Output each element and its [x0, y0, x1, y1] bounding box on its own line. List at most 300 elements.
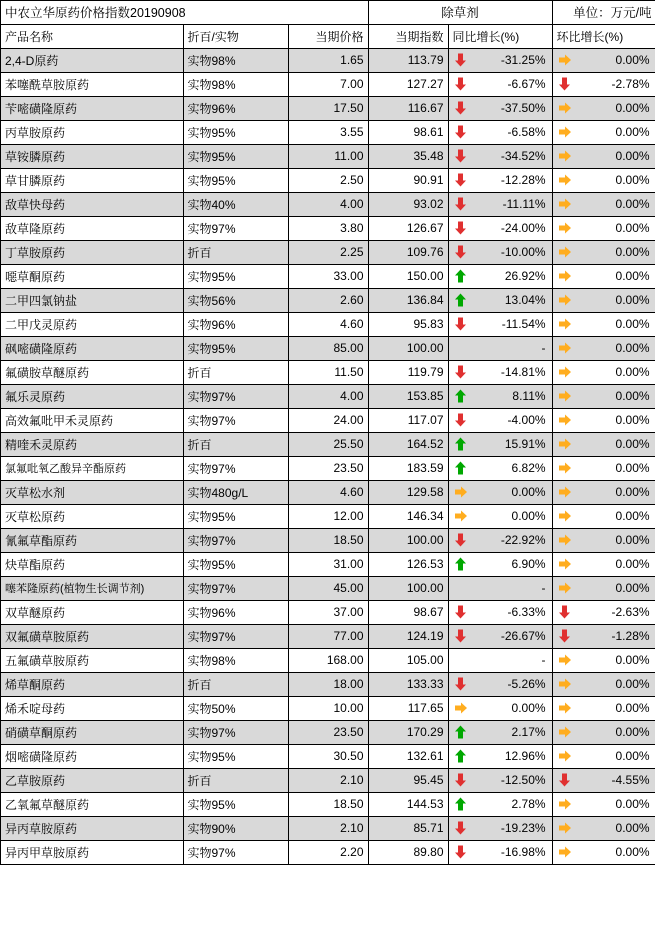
arrow-up-icon	[454, 269, 467, 284]
cell-product-name: 敌草快母药	[1, 192, 183, 216]
cell-mom-value: 0.00%	[615, 173, 650, 187]
arrow-right-icon	[558, 365, 571, 380]
cell-index: 98.67	[368, 600, 448, 624]
cell-mom-value: 0.00%	[615, 53, 650, 67]
arrow-up-icon	[454, 749, 467, 764]
arrow-right-icon	[558, 389, 571, 404]
cell-mom-value: 0.00%	[615, 725, 650, 739]
cell-mom	[552, 168, 655, 192]
arrow-right-icon	[558, 173, 571, 188]
cell-mom-value: 0.00%	[615, 413, 650, 427]
cell-spec: 实物97%	[183, 528, 288, 552]
cell-yoy-value: 13.04%	[504, 293, 546, 307]
cell-product-name: 苯噻酰草胺原药	[1, 72, 183, 96]
arrow-down-icon	[454, 125, 467, 140]
arrow-down-icon	[454, 365, 467, 380]
cell-mom	[552, 240, 655, 264]
header-price: 当期价格	[288, 24, 368, 48]
cell-mom	[552, 408, 655, 432]
cell-mom	[552, 360, 655, 384]
arrow-right-icon	[558, 749, 571, 764]
arrow-right-icon	[558, 701, 571, 716]
cell-price: 24.00	[288, 408, 368, 432]
arrow-right-icon	[558, 437, 571, 452]
arrow-right-icon	[558, 341, 571, 356]
cell-yoy-value: -6.58%	[507, 125, 546, 139]
cell-yoy-value: -37.50%	[500, 101, 546, 115]
cell-spec: 实物97%	[183, 216, 288, 240]
cell-mom	[552, 72, 655, 96]
arrow-right-icon	[558, 533, 571, 548]
header-index: 当期指数	[368, 24, 448, 48]
cell-price: 85.00	[288, 336, 368, 360]
cell-mom-value: 0.00%	[615, 365, 650, 379]
table-row	[1, 336, 655, 360]
cell-product-name: 氯氟吡氧乙酸异辛酯原药	[1, 456, 183, 480]
cell-mom-value: 0.00%	[615, 221, 650, 235]
cell-spec: 实物95%	[183, 336, 288, 360]
cell-mom-value: 0.00%	[615, 797, 650, 811]
table-row	[1, 72, 655, 96]
cell-yoy-value: -10.00%	[500, 245, 546, 259]
cell-spec: 折百	[183, 432, 288, 456]
table-row	[1, 696, 655, 720]
cell-mom-value: -2.63%	[611, 605, 650, 619]
arrow-down-icon	[454, 677, 467, 692]
cell-price: 2.10	[288, 768, 368, 792]
cell-yoy-value: 6.90%	[511, 557, 546, 571]
cell-price: 17.50	[288, 96, 368, 120]
cell-index: 100.00	[368, 576, 448, 600]
table-row	[1, 504, 655, 528]
cell-mom	[552, 48, 655, 72]
cell-product-name: 烟嘧磺隆原药	[1, 744, 183, 768]
cell-product-name: 灭草松水剂	[1, 480, 183, 504]
table-row	[1, 576, 655, 600]
cell-mom-value: 0.00%	[615, 125, 650, 139]
cell-product-name: 氰氟草酯原药	[1, 528, 183, 552]
cell-spec: 实物97%	[183, 720, 288, 744]
table-row	[1, 816, 655, 840]
table-row	[1, 384, 655, 408]
cell-spec: 实物97%	[183, 840, 288, 864]
cell-mom-value: 0.00%	[615, 461, 650, 475]
cell-spec: 实物95%	[183, 264, 288, 288]
cell-spec: 实物480g/L	[183, 480, 288, 504]
cell-yoy	[448, 336, 552, 360]
cell-index: 133.33	[368, 672, 448, 696]
cell-index: 150.00	[368, 264, 448, 288]
table-row	[1, 720, 655, 744]
cell-yoy-value: 2.78%	[511, 797, 546, 811]
arrow-right-icon	[558, 101, 571, 116]
cell-yoy	[448, 840, 552, 864]
cell-index: 90.91	[368, 168, 448, 192]
cell-price: 3.55	[288, 120, 368, 144]
cell-price: 4.00	[288, 192, 368, 216]
cell-mom	[552, 816, 655, 840]
cell-mom-value: 0.00%	[615, 341, 650, 355]
cell-spec: 折百	[183, 768, 288, 792]
cell-yoy-value: -11.11%	[502, 197, 546, 211]
arrow-down-icon	[454, 605, 467, 620]
cell-spec: 实物96%	[183, 600, 288, 624]
cell-mom-value: 0.00%	[615, 677, 650, 691]
table-row	[1, 312, 655, 336]
table-row	[1, 192, 655, 216]
cell-index: 113.79	[368, 48, 448, 72]
cell-yoy	[448, 432, 552, 456]
arrow-right-icon	[558, 653, 571, 668]
cell-index: 126.53	[368, 552, 448, 576]
cell-yoy	[448, 360, 552, 384]
cell-mom	[552, 720, 655, 744]
arrow-up-icon	[454, 461, 467, 476]
cell-product-name: 丙草胺原药	[1, 120, 183, 144]
cell-spec: 实物95%	[183, 744, 288, 768]
cell-product-name: 乙草胺原药	[1, 768, 183, 792]
arrow-down-icon	[454, 413, 467, 428]
cell-price: 30.50	[288, 744, 368, 768]
cell-yoy	[448, 96, 552, 120]
cell-mom	[552, 840, 655, 864]
table-row	[1, 624, 655, 648]
cell-price: 25.50	[288, 432, 368, 456]
table-row	[1, 168, 655, 192]
cell-index: 100.00	[368, 336, 448, 360]
cell-product-name: 草甘膦原药	[1, 168, 183, 192]
cell-yoy	[448, 816, 552, 840]
cell-mom-value: 0.00%	[615, 245, 650, 259]
cell-price: 2.50	[288, 168, 368, 192]
cell-mom-value: 0.00%	[615, 389, 650, 403]
cell-price: 18.00	[288, 672, 368, 696]
table-row	[1, 264, 655, 288]
cell-yoy-value: -4.00%	[507, 413, 546, 427]
cell-price: 12.00	[288, 504, 368, 528]
cell-product-name: 丁草胺原药	[1, 240, 183, 264]
cell-index: 183.59	[368, 456, 448, 480]
header-yoy: 同比增长(%)	[448, 24, 552, 48]
cell-mom-value: -4.55%	[611, 773, 650, 787]
cell-product-name: 灭草松原药	[1, 504, 183, 528]
cell-yoy	[448, 408, 552, 432]
arrow-down-icon	[558, 629, 571, 644]
table-row	[1, 840, 655, 864]
cell-product-name: 精喹禾灵原药	[1, 432, 183, 456]
cell-spec: 实物97%	[183, 624, 288, 648]
cell-mom	[552, 456, 655, 480]
cell-mom-value: 0.00%	[615, 509, 650, 523]
cell-spec: 实物90%	[183, 816, 288, 840]
cell-yoy	[448, 504, 552, 528]
cell-product-name: 2,4-D原药	[1, 48, 183, 72]
cell-product-name: 双草醚原药	[1, 600, 183, 624]
cell-index: 105.00	[368, 648, 448, 672]
cell-yoy	[448, 792, 552, 816]
cell-mom	[552, 144, 655, 168]
cell-product-name: 异丙甲草胺原药	[1, 840, 183, 864]
cell-yoy	[448, 72, 552, 96]
cell-yoy-value: -5.26%	[507, 677, 546, 691]
cell-price: 23.50	[288, 456, 368, 480]
cell-mom-value: -2.78%	[611, 77, 650, 91]
cell-spec: 实物50%	[183, 696, 288, 720]
cell-yoy	[448, 744, 552, 768]
cell-yoy	[448, 192, 552, 216]
arrow-right-icon	[558, 677, 571, 692]
arrow-right-icon	[558, 725, 571, 740]
cell-mom-value: 0.00%	[615, 749, 650, 763]
cell-yoy-value: -6.67%	[507, 77, 546, 91]
cell-price: 33.00	[288, 264, 368, 288]
table-row	[1, 120, 655, 144]
table-header-row	[1, 24, 655, 48]
cell-spec: 实物97%	[183, 384, 288, 408]
cell-product-name: 二甲戊灵原药	[1, 312, 183, 336]
arrow-down-icon	[454, 173, 467, 188]
arrow-down-icon	[454, 53, 467, 68]
arrow-right-icon	[558, 125, 571, 140]
cell-mom-value: 0.00%	[615, 293, 650, 307]
cell-index: 117.65	[368, 696, 448, 720]
cell-index: 170.29	[368, 720, 448, 744]
cell-spec: 实物98%	[183, 648, 288, 672]
cell-product-name: 乙氧氟草醚原药	[1, 792, 183, 816]
cell-index: 136.84	[368, 288, 448, 312]
cell-product-name: 二甲四氯钠盐	[1, 288, 183, 312]
cell-price: 10.00	[288, 696, 368, 720]
cell-yoy	[448, 648, 552, 672]
arrow-down-icon	[558, 77, 571, 92]
cell-spec: 实物95%	[183, 552, 288, 576]
cell-mom	[552, 648, 655, 672]
cell-product-name: 草铵膦原药	[1, 144, 183, 168]
cell-index: 132.61	[368, 744, 448, 768]
cell-yoy-value: -14.81%	[500, 365, 546, 379]
cell-mom	[552, 600, 655, 624]
cell-yoy	[448, 696, 552, 720]
arrow-right-icon	[558, 485, 571, 500]
cell-yoy-value: 0.00%	[511, 701, 546, 715]
cell-mom	[552, 480, 655, 504]
arrow-down-icon	[454, 149, 467, 164]
cell-spec: 折百	[183, 240, 288, 264]
cell-spec: 实物95%	[183, 144, 288, 168]
cell-yoy-value: 26.92%	[504, 269, 546, 283]
cell-yoy	[448, 528, 552, 552]
cell-price: 2.10	[288, 816, 368, 840]
cell-mom	[552, 192, 655, 216]
cell-yoy	[448, 552, 552, 576]
arrow-down-icon	[558, 773, 571, 788]
cell-yoy	[448, 600, 552, 624]
cell-price: 2.60	[288, 288, 368, 312]
cell-spec: 实物95%	[183, 792, 288, 816]
cell-price: 4.60	[288, 312, 368, 336]
cell-yoy	[448, 216, 552, 240]
table-row	[1, 480, 655, 504]
header-mom: 环比增长(%)	[552, 24, 655, 48]
table-row	[1, 96, 655, 120]
cell-price: 77.00	[288, 624, 368, 648]
cell-yoy	[448, 768, 552, 792]
cell-yoy	[448, 120, 552, 144]
cell-yoy-value: -6.33%	[507, 605, 546, 619]
cell-spec: 折百	[183, 672, 288, 696]
cell-yoy	[448, 144, 552, 168]
cell-product-name: 氟磺胺草醚原药	[1, 360, 183, 384]
table-row	[1, 600, 655, 624]
arrow-down-icon	[454, 245, 467, 260]
arrow-down-icon	[454, 845, 467, 860]
cell-yoy	[448, 384, 552, 408]
cell-yoy-value: -	[541, 581, 546, 595]
arrow-right-icon	[558, 149, 571, 164]
arrow-right-icon	[558, 845, 571, 860]
cell-price: 37.00	[288, 600, 368, 624]
arrow-right-icon	[454, 701, 467, 716]
cell-yoy-value: -19.23%	[500, 821, 546, 835]
cell-index: 119.79	[368, 360, 448, 384]
header-name: 产品名称	[1, 24, 183, 48]
cell-product-name: 五氟磺草胺原药	[1, 648, 183, 672]
cell-index: 95.83	[368, 312, 448, 336]
cell-index: 85.71	[368, 816, 448, 840]
table-row	[1, 216, 655, 240]
table-row	[1, 456, 655, 480]
arrow-down-icon	[454, 317, 467, 332]
cell-mom-value: -1.28%	[611, 629, 650, 643]
cell-mom-value: 0.00%	[615, 437, 650, 451]
arrow-up-icon	[454, 293, 467, 308]
cell-spec: 实物56%	[183, 288, 288, 312]
cell-mom	[552, 96, 655, 120]
table-row	[1, 144, 655, 168]
cell-product-name: 砜嘧磺隆原药	[1, 336, 183, 360]
arrow-right-icon	[558, 797, 571, 812]
arrow-right-icon	[558, 53, 571, 68]
cell-mom	[552, 528, 655, 552]
table-row	[1, 552, 655, 576]
table-row	[1, 744, 655, 768]
cell-price: 2.20	[288, 840, 368, 864]
arrow-right-icon	[558, 197, 571, 212]
header-spec: 折百/实物	[183, 24, 288, 48]
cell-mom	[552, 672, 655, 696]
cell-index: 164.52	[368, 432, 448, 456]
cell-mom	[552, 432, 655, 456]
arrow-right-icon	[558, 821, 571, 836]
cell-spec: 实物97%	[183, 456, 288, 480]
arrow-up-icon	[454, 725, 467, 740]
cell-price: 11.00	[288, 144, 368, 168]
cell-mom-value: 0.00%	[615, 557, 650, 571]
cell-yoy	[448, 720, 552, 744]
table-row	[1, 648, 655, 672]
cell-yoy	[448, 288, 552, 312]
cell-mom	[552, 768, 655, 792]
cell-spec: 实物96%	[183, 96, 288, 120]
cell-mom	[552, 696, 655, 720]
cell-yoy-value: -26.67%	[500, 629, 546, 643]
arrow-right-icon	[454, 509, 467, 524]
table-row	[1, 672, 655, 696]
cell-spec: 实物97%	[183, 408, 288, 432]
cell-index: 93.02	[368, 192, 448, 216]
table-row	[1, 48, 655, 72]
cell-product-name: 氟乐灵原药	[1, 384, 183, 408]
cell-mom	[552, 624, 655, 648]
cell-yoy	[448, 264, 552, 288]
cell-mom	[552, 744, 655, 768]
cell-yoy	[448, 48, 552, 72]
cell-yoy	[448, 480, 552, 504]
cell-product-name: 硝磺草酮原药	[1, 720, 183, 744]
cell-yoy-value: 8.11%	[512, 389, 546, 403]
cell-product-name: 异丙草胺原药	[1, 816, 183, 840]
cell-mom	[552, 216, 655, 240]
cell-price: 31.00	[288, 552, 368, 576]
cell-product-name: 敌草隆原药	[1, 216, 183, 240]
arrow-up-icon	[454, 389, 467, 404]
arrow-right-icon	[558, 245, 571, 260]
cell-yoy-value: -22.92%	[500, 533, 546, 547]
cell-mom-value: 0.00%	[615, 581, 650, 595]
cell-spec: 实物95%	[183, 504, 288, 528]
cell-product-name: 双氟磺草胺原药	[1, 624, 183, 648]
cell-product-name: 炔草酯原药	[1, 552, 183, 576]
arrow-up-icon	[454, 797, 467, 812]
cell-price: 18.50	[288, 792, 368, 816]
cell-mom-value: 0.00%	[615, 149, 650, 163]
cell-mom-value: 0.00%	[615, 701, 650, 715]
cell-index: 124.19	[368, 624, 448, 648]
cell-yoy-value: -	[541, 653, 546, 667]
cell-mom-value: 0.00%	[615, 653, 650, 667]
cell-mom-value: 0.00%	[615, 845, 650, 859]
cell-yoy-value: -12.28%	[500, 173, 546, 187]
cell-spec: 实物97%	[183, 576, 288, 600]
cell-yoy-value: -12.50%	[500, 773, 546, 787]
cell-index: 146.34	[368, 504, 448, 528]
cell-mom	[552, 792, 655, 816]
table-row	[1, 432, 655, 456]
arrow-down-icon	[454, 821, 467, 836]
cell-yoy	[448, 456, 552, 480]
cell-spec: 实物96%	[183, 312, 288, 336]
cell-yoy-value: -24.00%	[500, 221, 546, 235]
report-title: 中农立华原药价格指数20190908	[1, 1, 368, 24]
cell-index: 35.48	[368, 144, 448, 168]
cell-mom	[552, 312, 655, 336]
cell-spec: 实物40%	[183, 192, 288, 216]
cell-index: 117.07	[368, 408, 448, 432]
cell-price: 23.50	[288, 720, 368, 744]
cell-mom	[552, 552, 655, 576]
cell-price: 3.80	[288, 216, 368, 240]
arrow-down-icon	[558, 605, 571, 620]
cell-spec: 实物98%	[183, 72, 288, 96]
cell-product-name: 高效氟吡甲禾灵原药	[1, 408, 183, 432]
cell-yoy	[448, 312, 552, 336]
cell-mom	[552, 384, 655, 408]
cell-yoy	[448, 624, 552, 648]
cell-price: 4.00	[288, 384, 368, 408]
cell-index: 153.85	[368, 384, 448, 408]
cell-index: 129.58	[368, 480, 448, 504]
cell-yoy-value: 6.82%	[511, 461, 546, 475]
